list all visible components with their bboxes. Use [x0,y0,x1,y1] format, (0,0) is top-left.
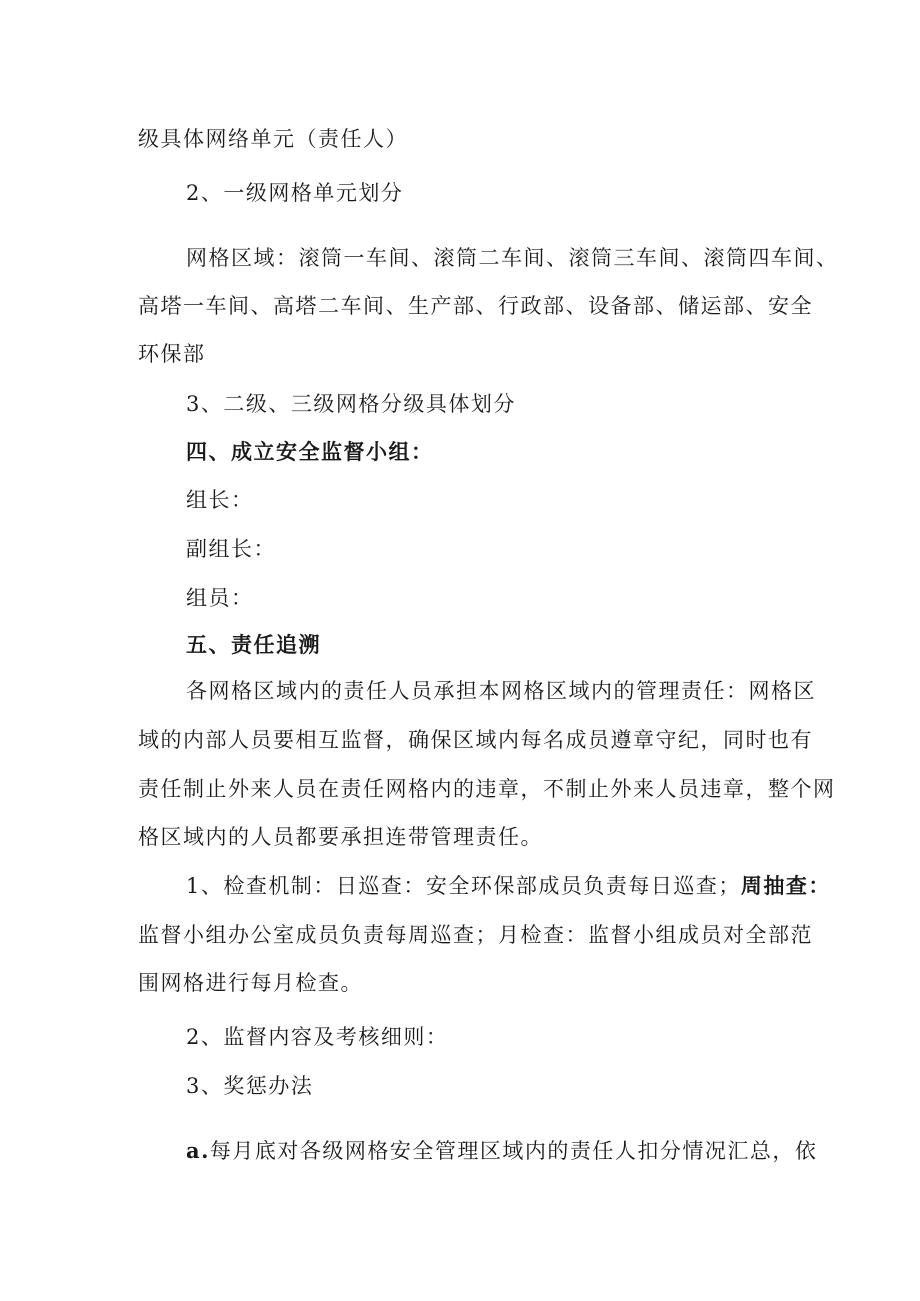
paragraph-line: 级具体网络单元（责任人） [138,127,408,151]
paragraph-line: 域的内部人员要相互监督，确保区域内每名成员遵章守纪，同时也有 [138,728,813,752]
paragraph-line: 围网格进行每月检查。 [138,971,363,995]
subheading-grid-division: 2、一级网格单元划分 [186,181,404,205]
inspection-text: 1、检查机制：日巡查：安全环保部成员负责每日巡查； [186,874,741,898]
paragraph-line: 环保部 [138,342,206,366]
section-title-supervision-group: 四、成立安全监督小组： [186,439,434,464]
members-label: 组员： [186,586,254,610]
item-supervision-content: 2、监督内容及考核细则： [186,1025,449,1049]
item-rewards-penalties: 3、奖惩办法 [186,1074,314,1098]
paragraph-line: 高塔一车间、高塔二车间、生产部、行政部、设备部、储运部、安全 [138,294,813,318]
paragraph-line: 格区域内的人员都要承担连带管理责任。 [138,825,543,849]
group-leader-label: 组长： [186,488,254,512]
inspection-mechanism-line [186,871,831,901]
subheading-secondary-division: 3、二级、三级网格分级具体划分 [186,392,516,416]
section-title-accountability: 五、责任追溯 [186,632,321,657]
list-marker-a: a. [186,1138,210,1163]
paragraph-line: 监督小组办公室成员负责每周巡查；月检查：监督小组成员对全部范 [138,923,813,947]
paragraph-text: 每月底对各级网格安全管理区域内的责任人扣分情况汇总，依 [209,1139,818,1163]
paragraph-line-a [186,1136,817,1166]
weekly-check-label: 周抽查： [740,873,831,898]
paragraph-line: 网格区域：滚筒一车间、滚筒二车间、滚筒三车间、滚筒四车间、 [186,246,839,270]
vice-leader-label: 副组长： [186,537,276,561]
paragraph-line: 各网格区域内的责任人员承担本网格区域内的管理责任：网格区 [186,679,816,703]
paragraph-line: 责任制止外来人员在责任网格内的违章，不制止外来人员违章，整个网 [138,777,836,801]
